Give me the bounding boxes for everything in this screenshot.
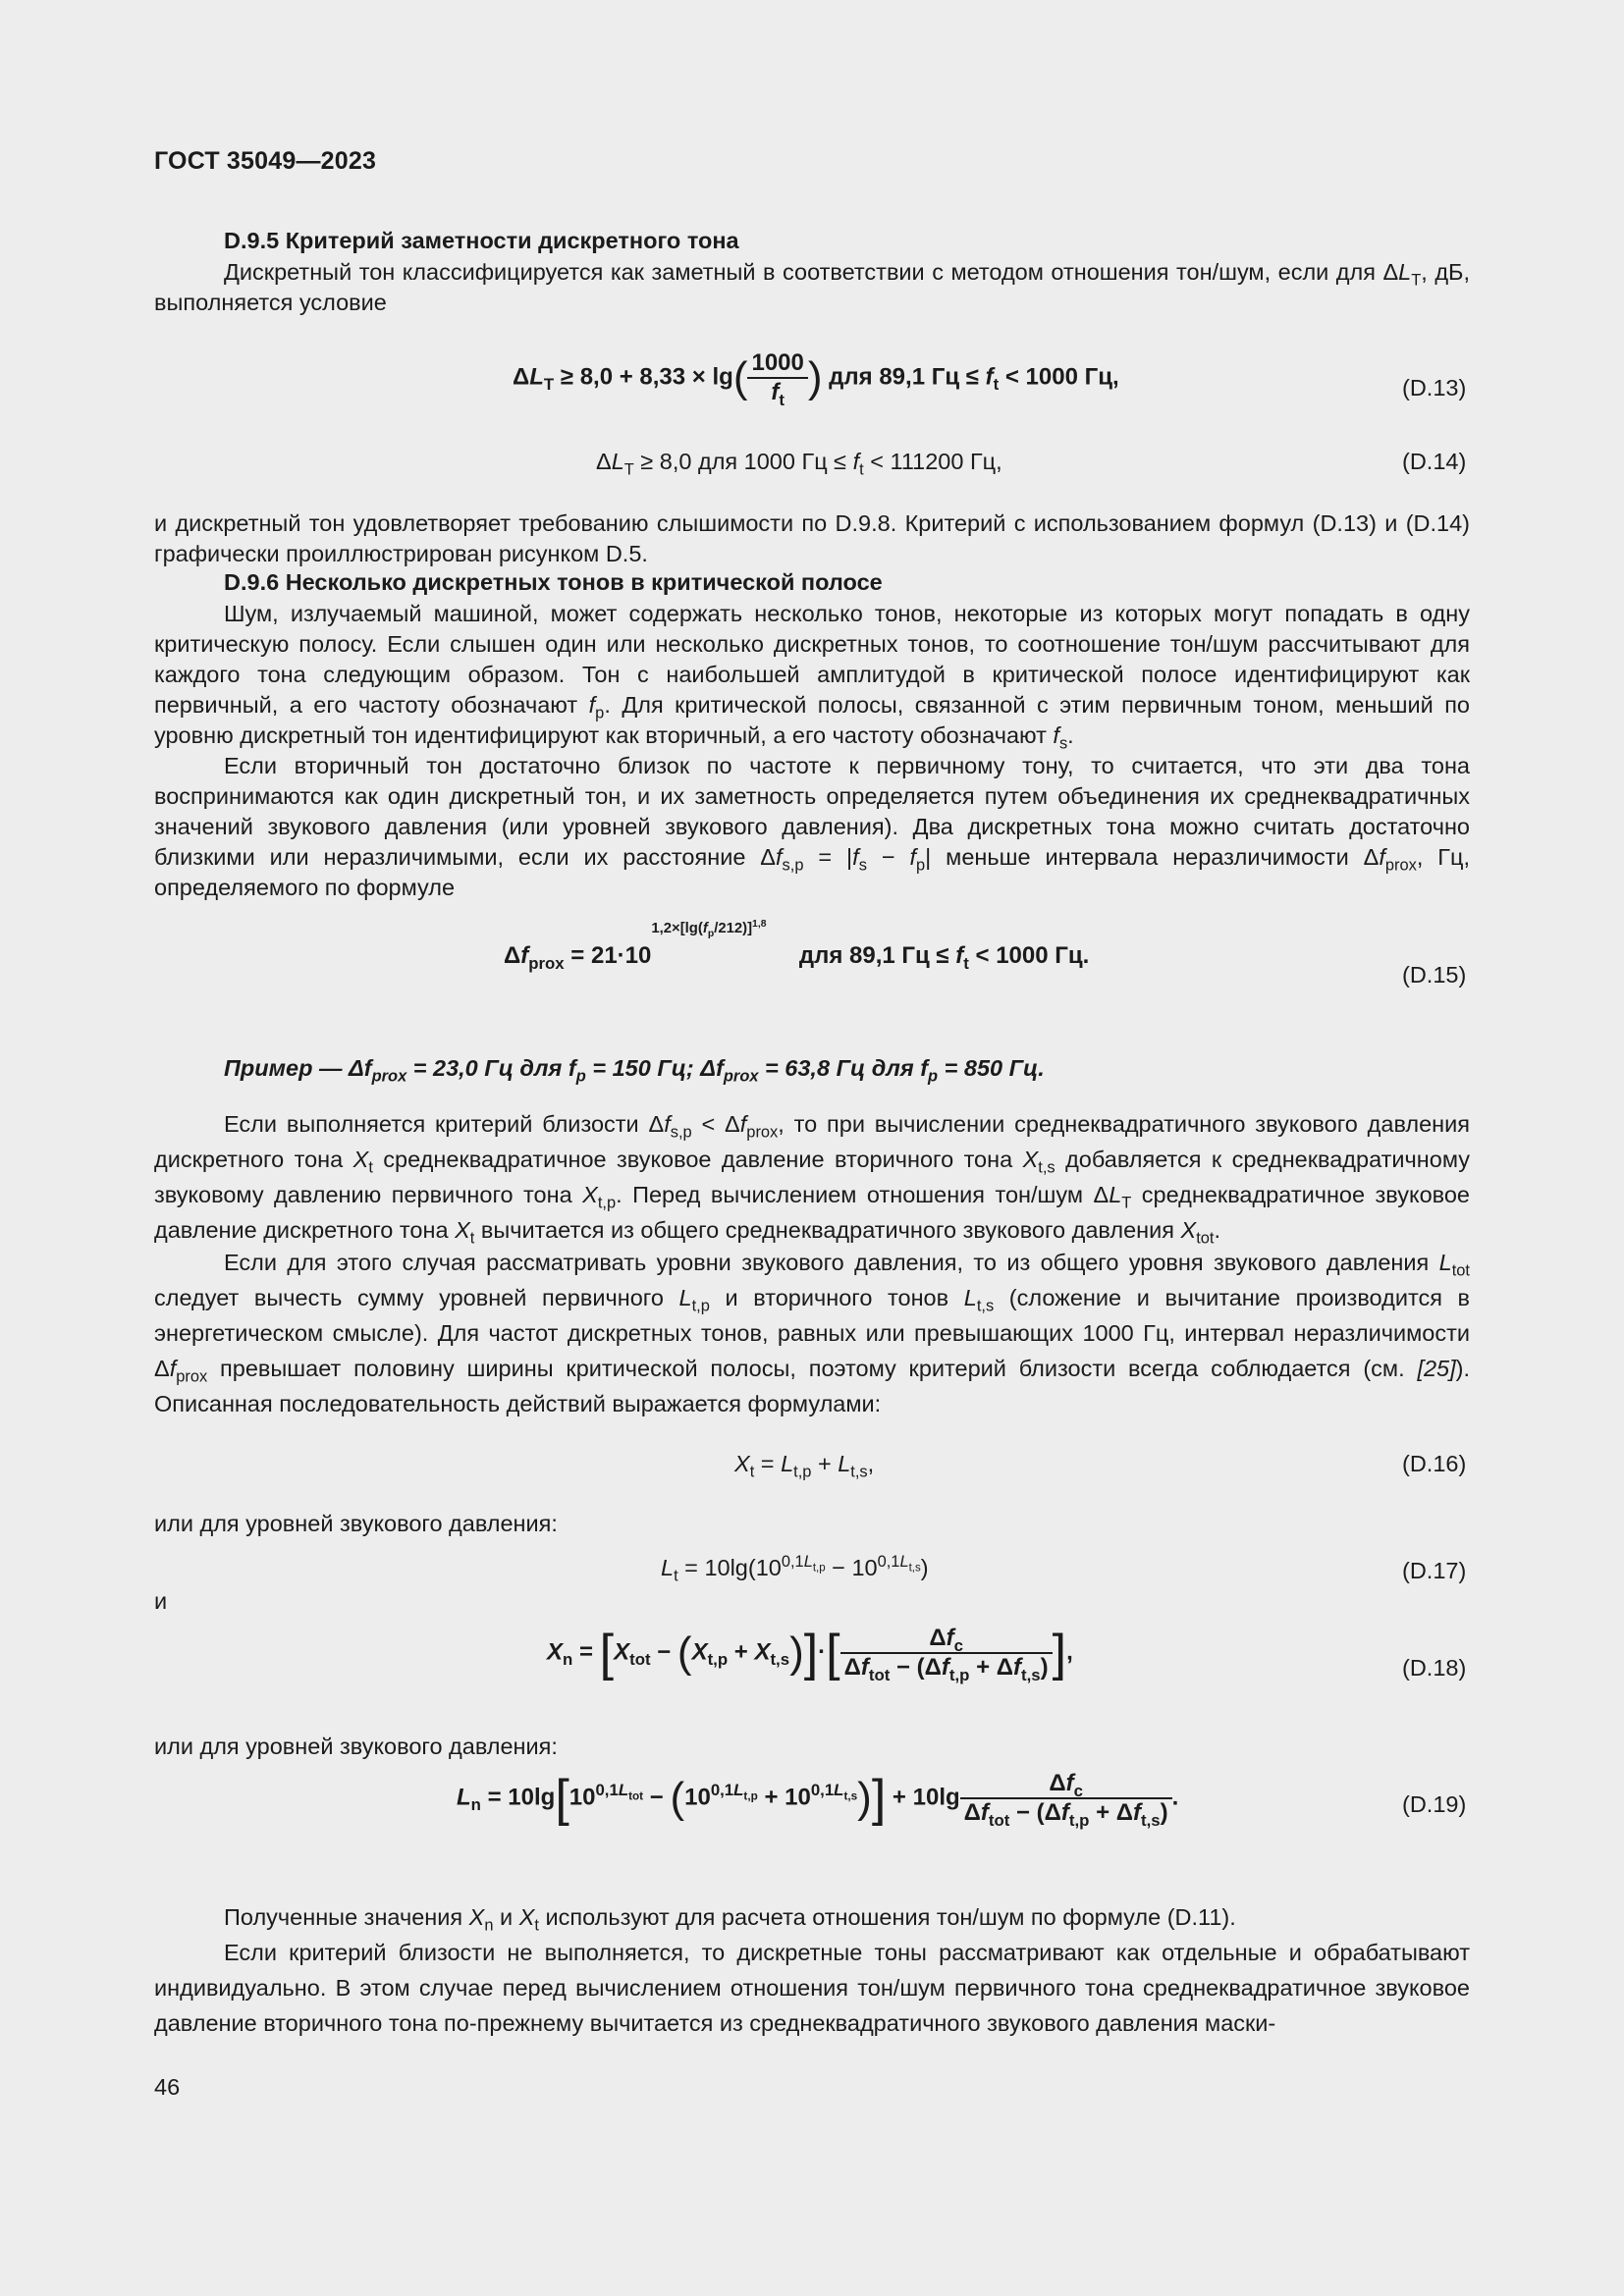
equation-d16: $X_t = L_{t,p} + L_{t,s}$, (734, 1451, 875, 1481)
section-heading-d96: D.9.6 Несколько дискретных тонов в критической полосе (224, 569, 883, 595)
text-or-levels-1: или для уровней звукового давления: (154, 1511, 558, 1536)
equation-number-d16: (D.16) (1402, 1451, 1467, 1476)
paragraph-separate-tones: Если критерий близости не выполняется, то дискретные тоны рассматривают как отдельные и обрабатывают индивидуально. В этом случае перед вычислением отношения тон/шум первичного тона среднеквадратичное звуковое давление вторичного тона по-прежнему вычитается из среднеквадратичного звукового давления маски- (154, 1940, 1470, 2036)
equation-d14: $\Delta L_T \ge 8,0$ для 1000 Гц ≤ $f_t < 111200$ Гц, (596, 449, 1002, 479)
paragraph-results: Полученные значения $X_n$ и $X_t$ используют для расчета отношения тон/шум по формуле (D.11). (224, 1904, 1236, 1935)
text-and: и (154, 1588, 168, 1614)
paragraph-d96-proximity: Если вторичный тон достаточно близок по частоте к первичному тону, то считается, что эти два тона воспринимаются как один дискретный тон, и их заметность определяется путем объединения их среднеквадратичных значений звукового давления (или уровней звукового давления). Два дискретных тона можно считать достаточно близкими или неразличимыми, если их расстояние $\Delta f_{s,p} = |f_s - f_p|$ меньше интервала неразличимости $\Delta f_{prox}$, Гц, определяемого по формуле (154, 753, 1470, 900)
paragraph-sound-levels: Если для этого случая рассматривать уровни звукового давления, то из общего уровня звукового давления $L_{tot}$ следует вычесть сумму уровней первичного $L_{t,p}$ и вторичного тонов $L_{t,s}$ (сложение и вычитание производится в энергетическом смысле). Для частот дискретных тонов, равных или превышающих 1000 Гц, интервал неразличимости $\Delta f_{prox}$ превышает половину ширины критической полосы, поэтому критерий близости всегда соблюдается (см. [25]). Описанная последовательность действий выражается формулами: (154, 1250, 1471, 1416)
example-note: Пример — $\Delta f_{prox} = 23,0$ Гц для $f_p = 150$ Гц; $\Delta f_{prox} = 63,8$ Гц для $f_p = 850$ Гц. (224, 1055, 1045, 1086)
paragraph-d95-intro: Дискретный тон классифицируется как заметный в соответствии с методом отношения тон/шум, если для $\Delta L_T$, дБ, выполняется условие (154, 259, 1470, 315)
equation-d13: $\Delta L_T \ge 8,0 + 8,33 \times \lg$( $\frac{1000}{f_t}$ ) для 89,1 Гц ≤ $f_t < 1000$ Гц, (513, 349, 1119, 409)
equation-d18: $X_n = [X_{tot} - (X_{t,p} + X_{t,s})]\cdot$[ $\frac{\Delta f_c}{\Delta f_{tot} - (\Delta f_{t,p} + \Delta f_{t,s})}$ ], (547, 1625, 1073, 1684)
page-number: 46 (154, 2074, 181, 2100)
equation-number-d13: (D.13) (1402, 375, 1467, 400)
equation-number-d14: (D.14) (1402, 449, 1467, 474)
equation-d19: $L_n = 10\lg[10^{0,1L_{tot}} - (10^{0,1L_{t,p}} + 10^{0,1L_{t,s}})] + 10\lg$ $\frac{\Delta f_c}{\Delta f_{tot} - (\Delta f_{t,p} + \Delta f_{t,s})}$ . (457, 1770, 1179, 1830)
paragraph-d95-audibility: и дискретный тон удовлетворяет требованию слышимости по D.9.8. Критерий с использованием формул (D.13) и (D.14) графически проиллюстрирован рисунком D.5. (154, 510, 1470, 566)
text-or-levels-2: или для уровней звукового давления: (154, 1734, 558, 1759)
section-heading-d95: D.9.5 Критерий заметности дискретного тона (224, 228, 739, 253)
equation-d17: $L_t = 10\lg(10^{0,1L_{t,p}} - 10^{0,1L_{t,s}})$ (661, 1553, 929, 1585)
paragraph-proximity-criterion: Если выполняется критерий близости $\Delta f_{s,p} < \Delta f_{prox}$, то при вычислении среднеквадратичного звукового давления дискретного тона $X_t$ среднеквадратичное звуковое давление вторичного тона $X_{t,s}$ добавляется к среднеквадратичному звуковому давлению первичного тона $X_{t,p}$. Перед вычислением отношения тон/шум $\Delta L_T$ среднеквадратичное звуковое давление дискретного тона $X_t$ вычитается из общего среднеквадратичного звукового давления $X_{tot}$. (154, 1111, 1471, 1248)
equation-number-d17: (D.17) (1402, 1558, 1467, 1583)
equation-number-d15: (D.15) (1402, 962, 1467, 988)
paragraph-d96-tones: Шум, излучаемый машиной, может содержать несколько тонов, некоторые из которых могут попадать в одну критическую полосу. Если слышен один или несколько дискретных тонов, то соотношение тон/шум рассчитывают для каждого тона следующим образом. Тон с наибольшей амплитудой в критической полосе идентифицируют как первичный, а его частоту обозначают $f_p$. Для критической полосы, связанной с этим первичным тоном, меньший по уровню дискретный тон идентифицируют как вторичный, а его частоту обозначают $f_s$. (154, 601, 1470, 753)
equation-d15: $\Delta f_{prox} = 21\cdot 10^{1,2\times[lg(f_p/212)]^{1,8}}$ для 89,1 Гц ≤ $f_t < 1000$ Гц. (504, 919, 1090, 973)
equation-number-d18: (D.18) (1402, 1655, 1467, 1681)
equation-number-d19: (D.19) (1402, 1791, 1467, 1817)
document-header: ГОСТ 35049—2023 (154, 147, 377, 175)
